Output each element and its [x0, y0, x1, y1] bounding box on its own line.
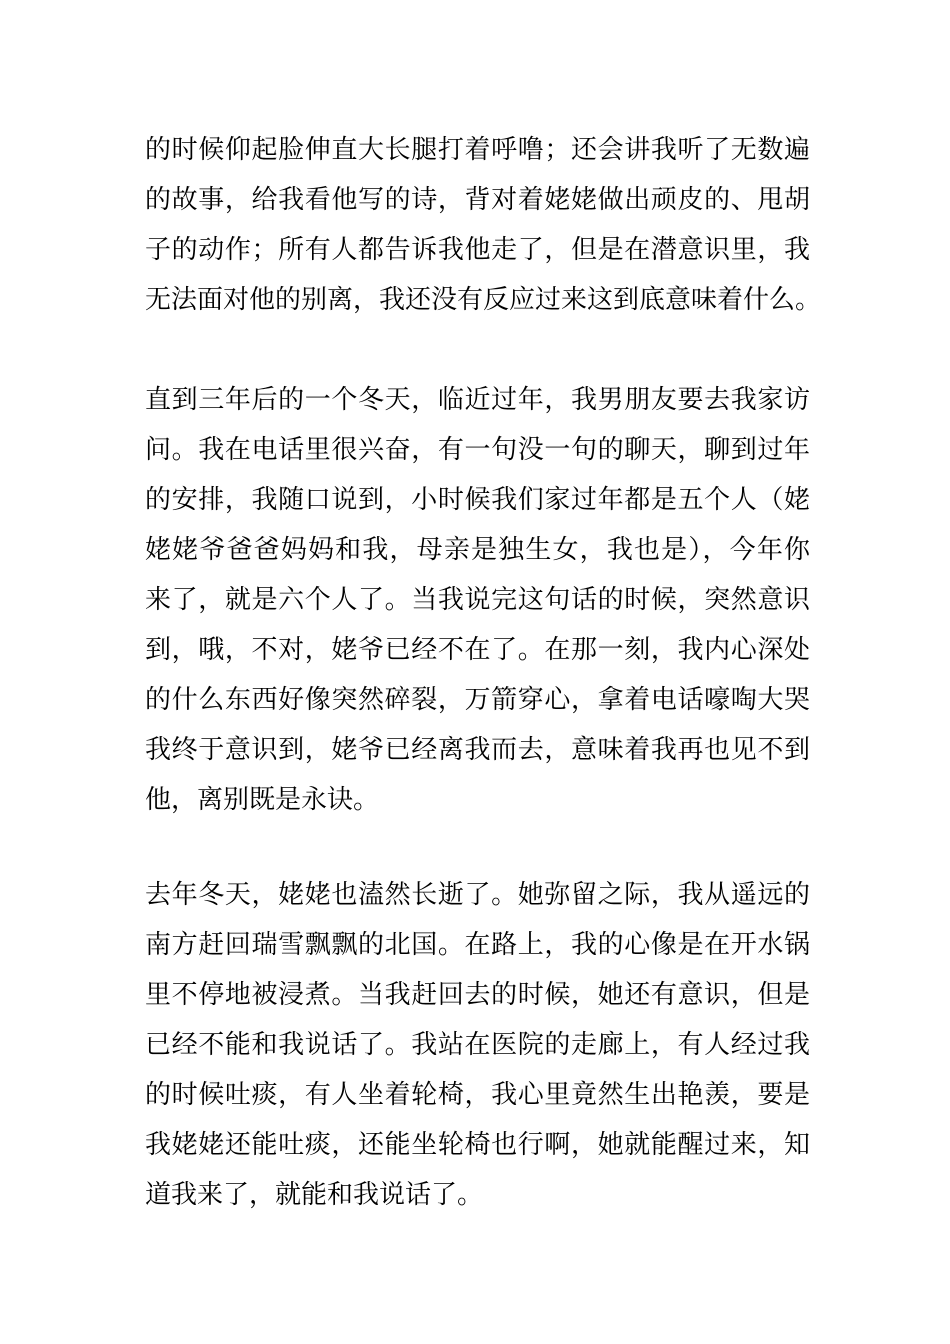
text-line: 道我来了，就能和我说话了。 — [145, 1180, 484, 1210]
paragraph-1 — [145, 125, 822, 325]
text-line: 到，哦，不对，姥爷已经不在了。在那一刻，我内心深处 — [145, 635, 810, 665]
text-line: 的什么东西好像突然碎裂，万箭穿心，拿着电话嚎啕大哭 — [145, 685, 810, 715]
text-line: 他，离别既是永诀。 — [145, 785, 380, 815]
paragraph-2 — [145, 375, 810, 825]
text-line: 的时候仰起脸伸直大长腿打着呼噜；还会讲我听了无数遍 — [145, 135, 810, 165]
text-line: 去年冬天，姥姥也溘然长逝了。她弥留之际，我从遥远的 — [145, 880, 810, 910]
text-line: 直到三年后的一个冬天，临近过年，我男朋友要去我家访 — [145, 385, 810, 415]
text-line: 南方赶回瑞雪飘飘的北国。在路上，我的心像是在开水锅 — [145, 930, 810, 960]
text-line: 我姥姥还能吐痰，还能坐轮椅也行啊，她就能醒过来，知 — [145, 1130, 810, 1160]
text-line: 来了，就是六个人了。当我说完这句话的时候，突然意识 — [145, 585, 810, 615]
text-line: 的故事，给我看他写的诗，背对着姥姥做出顽皮的、甩胡 — [145, 185, 810, 215]
paragraph-3 — [145, 870, 810, 1220]
text-line: 子的动作；所有人都告诉我他走了，但是在潜意识里，我 — [145, 235, 810, 265]
text-line: 已经不能和我说话了。我站在医院的走廊上，有人经过我 — [145, 1030, 810, 1060]
text-line: 的安排，我随口说到，小时候我们家过年都是五个人（姥 — [145, 485, 810, 515]
text-line: 的时候吐痰，有人坐着轮椅，我心里竟然生出艳羡，要是 — [145, 1080, 810, 1110]
text-line: 问。我在电话里很兴奋，有一句没一句的聊天，聊到过年 — [145, 435, 810, 465]
text-line: 我终于意识到，姥爷已经离我而去，意味着我再也见不到 — [145, 735, 810, 765]
text-line: 姥姥爷爸爸妈妈和我，母亲是独生女，我也是），今年你 — [145, 535, 810, 565]
text-line: 里不停地被浸煮。当我赶回去的时候，她还有意识，但是 — [145, 980, 810, 1010]
text-line: 无法面对他的别离，我还没有反应过来这到底意味着什么。 — [145, 285, 822, 315]
